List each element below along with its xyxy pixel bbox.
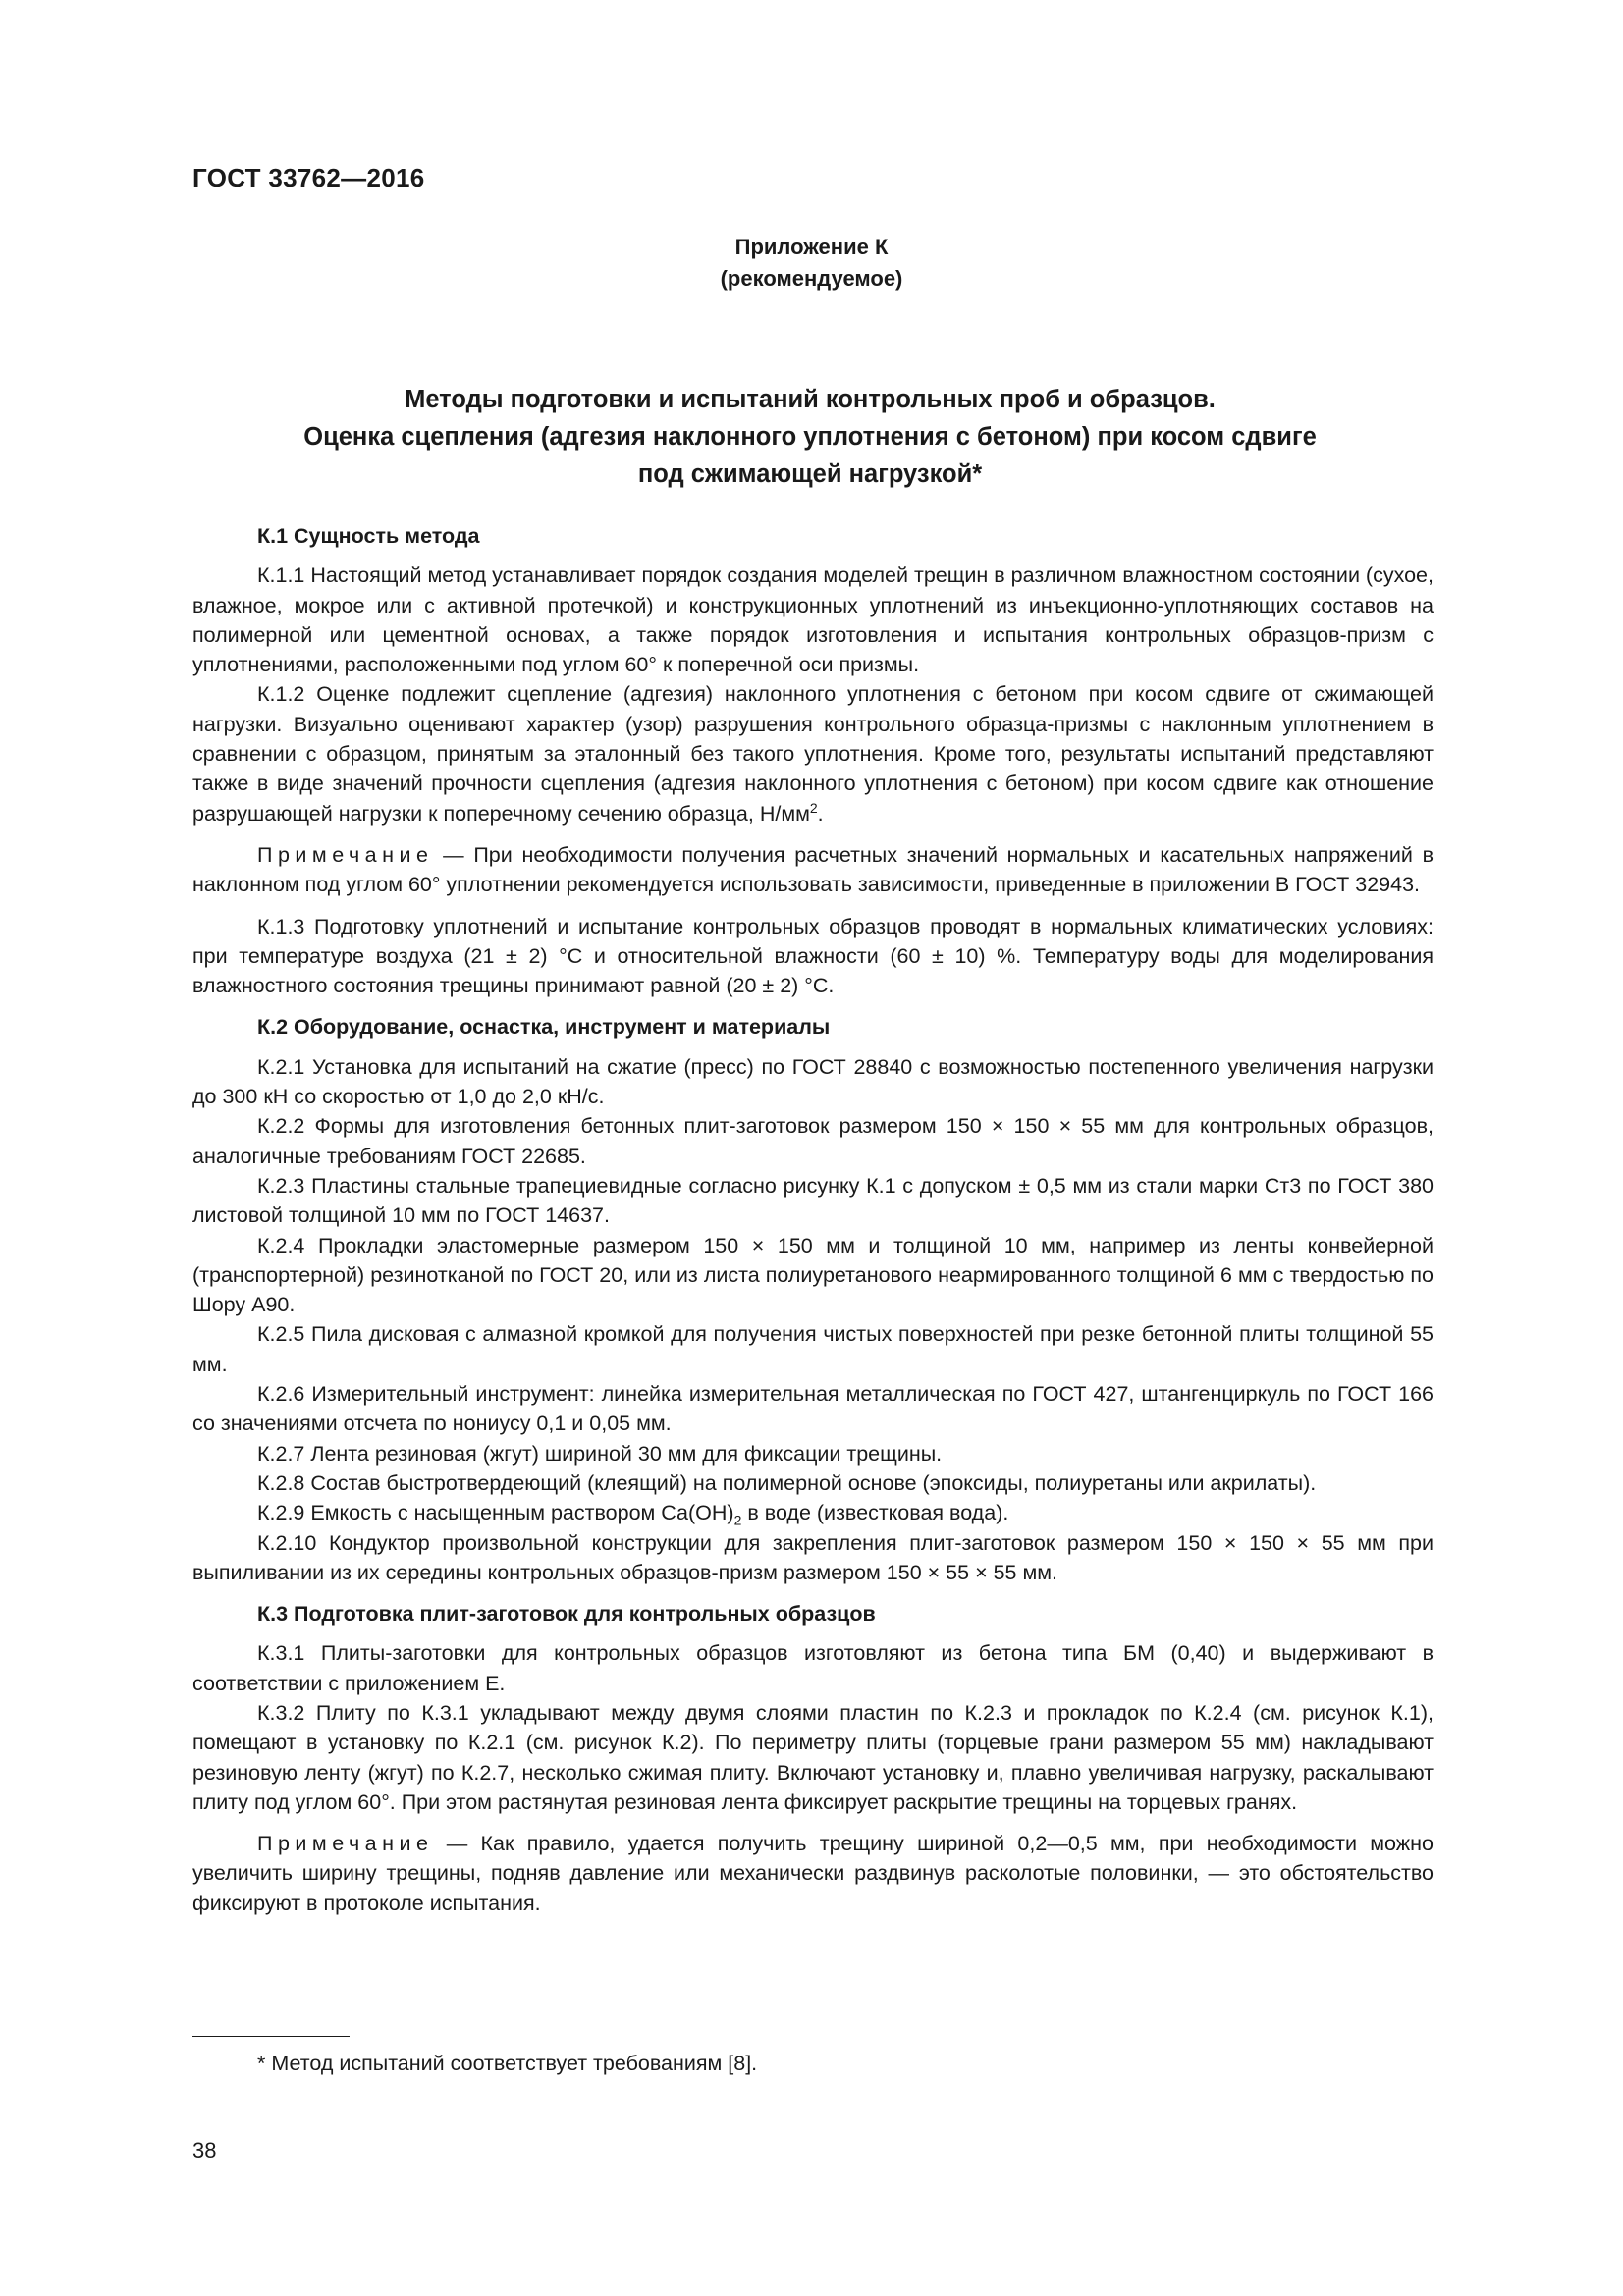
subscript: 2 xyxy=(733,1512,742,1528)
paragraph-k1-3: К.1.3 Подготовку уплотнений и испытание контрольных образцов проводят в нормальных климатических условиях: при температуре воздуха (21 ± 2) °С и относительной влажности (60 ± 10) %. Температуру воды для моделирования влажностного состояния трещины принимают равной (20 ± 2) °С. xyxy=(192,914,1434,998)
section-heading-k2: К.2 Оборудование, оснастка, инструмент и материалы xyxy=(257,1015,831,1040)
document-body xyxy=(192,521,1434,1930)
paragraph-k2-2: К.2.2 Формы для изготовления бетонных плит-заготовок размером 150 × 150 × 55 мм для контрольных образцов, аналогичные требованиям ГОСТ 22685. xyxy=(192,1114,1434,1168)
main-title xyxy=(245,381,1375,493)
paragraph-k3-2: К.3.2 Плиту по К.3.1 укладывают между двумя слоями пластин по К.2.3 и прокладок по К.2.4 (см. рисунок К.1), помещают в установку по К.2.1 (см. рисунок К.2). По периметру плиты (торцевые грани размером 55 мм) накладывают резиновую ленту (жгут) по К.2.7, несколько сжимая плиту. Включают установку и, плавно увеличивая нагрузку, раскалывают плиту под углом 60°. При этом растянутая резиновая лента фиксирует раскрытие трещины на торцевых гранях. xyxy=(192,1700,1434,1814)
paragraph-k2-4: К.2.4 Прокладки эластомерные размером 150 × 150 мм и толщиной 10 мм, например из ленты конвейерной (транспортерной) резинотканой по ГОСТ 20, или из листа полиуретанового неармированного толщиной 6 мм с твердостью по Шору А90. xyxy=(192,1233,1434,1317)
footnote-divider xyxy=(192,2036,350,2037)
superscript: 2 xyxy=(809,799,818,816)
paragraph-k2-9 xyxy=(192,1498,1434,1527)
appendix-heading xyxy=(0,232,1623,294)
appendix-status: (рекомендуемое) xyxy=(720,266,903,291)
paragraph-k1-2 xyxy=(192,679,1434,828)
note-text: — Как правило, удается получить трещину шириной 0,2—0,5 мм, при необходимости можно увеличить ширину трещины, подняв давление или механически раздвинув расколотые половинки, — это обстоятельство фиксируют в протоколе испытания. xyxy=(192,1832,1434,1915)
section-heading-k1: К.1 Сущность метода xyxy=(257,524,480,548)
main-title-line: Оценка сцепления (адгезия наклонного уплотнения с бетоном) при косом сдвиге xyxy=(303,423,1317,451)
note-label: Примечание xyxy=(257,1832,434,1856)
paragraph-text: . xyxy=(817,801,824,826)
page-number: 38 xyxy=(192,2138,217,2163)
paragraph-k2-6: К.2.6 Измерительный инструмент: линейка измерительная металлическая по ГОСТ 427, штангенциркуль по ГОСТ 166 со значениями отсчета по нониусу 0,1 и 0,05 мм. xyxy=(192,1382,1434,1436)
paragraph-k2-7: К.2.7 Лента резиновая (жгут) шириной 30 мм для фиксации трещины. xyxy=(257,1441,943,1466)
paragraph-k3-1: К.3.1 Плиты-заготовки для контрольных образцов изготовляют из бетона типа БМ (0,40) и выдерживают в соответствии с приложением Е. xyxy=(192,1641,1434,1695)
note-label: Примечание xyxy=(257,842,434,867)
note-text: — При необходимости получения расчетных значений нормальных и касательных напряжений в наклонном под углом 60° уплотнении рекомендуется использовать зависимости, приведенные в приложении В ГОСТ 32943. xyxy=(192,842,1434,897)
footnote: * Метод испытаний соответствует требованиям [8]. xyxy=(257,2052,758,2075)
paragraph-text: К.2.9 Емкость с насыщенным раствором Са(ОН) xyxy=(257,1501,734,1525)
note-k1 xyxy=(192,840,1434,900)
paragraph-k1-1: К.1.1 Настоящий метод устанавливает порядок создания моделей трещин в различном влажностном состоянии (сухое, влажное, мокрое или с активной протечкой) и конструкционных уплотнений из инъекционно-уплотняющих составов на полимерной или цементной основах, а также порядок изготовления и испытания контрольных образцов-призм с уплотнениями, расположенными под углом 60° к поперечной оси призмы. xyxy=(192,563,1434,677)
main-title-line: Методы подготовки и испытаний контрольных проб и образцов. xyxy=(405,386,1216,413)
paragraph-k2-1: К.2.1 Установка для испытаний на сжатие (пресс) по ГОСТ 28840 с возможностью постепенного увеличения нагрузки до 300 кН со скоростью от 1,0 до 2,0 кН/с. xyxy=(192,1054,1434,1109)
paragraph-k2-8: К.2.8 Состав быстротвердеющий (клеящий) на полимерной основе (эпоксиды, полиуретаны или акрилаты). xyxy=(257,1470,1317,1495)
section-heading-k3: К.3 Подготовка плит-заготовок для контрольных образцов xyxy=(257,1602,876,1627)
paragraph-k2-3: К.2.3 Пластины стальные трапециевидные согласно рисунку К.1 с допуском ± 0,5 мм из стали марки Ст3 по ГОСТ 380 листовой толщиной 10 мм по ГОСТ 14637. xyxy=(192,1173,1434,1228)
paragraph-text: К.1.2 Оценке подлежит сцепление (адгезия) наклонного уплотнения с бетоном при косом сдвиге от сжимающей нагрузки. Визуально оценивают характер (узор) разрушения контрольного образца-призмы с наклонным уплотнением в сравнении с образцом, принятым за эталонный без такого уплотнения. Кроме того, результаты испытаний представляют также в виде значений прочности сцепления (адгезия наклонного уплотнения с бетоном) при косом сдвиге как отношение разрушающей нагрузки к поперечному сечению образца, Н/мм xyxy=(192,682,1434,826)
paragraph-k2-10: К.2.10 Кондуктор произвольной конструкции для закрепления плит-заготовок размером 150 × 150 × 55 мм при выпиливании из их середины контрольных образцов-призм размером 150 × 55 × 55 мм. xyxy=(192,1530,1434,1584)
document-code: ГОСТ 33762—2016 xyxy=(192,163,425,192)
appendix-title: Приложение К xyxy=(734,235,889,259)
paragraph-k2-5: К.2.5 Пила дисковая с алмазной кромкой для получения чистых поверхностей при резке бетонной плиты толщиной 55 мм. xyxy=(192,1322,1434,1376)
paragraph-text: в воде (известковая вода). xyxy=(741,1501,1009,1525)
main-title-line: под сжимающей нагрузкой* xyxy=(637,460,983,488)
note-k3 xyxy=(192,1829,1434,1918)
